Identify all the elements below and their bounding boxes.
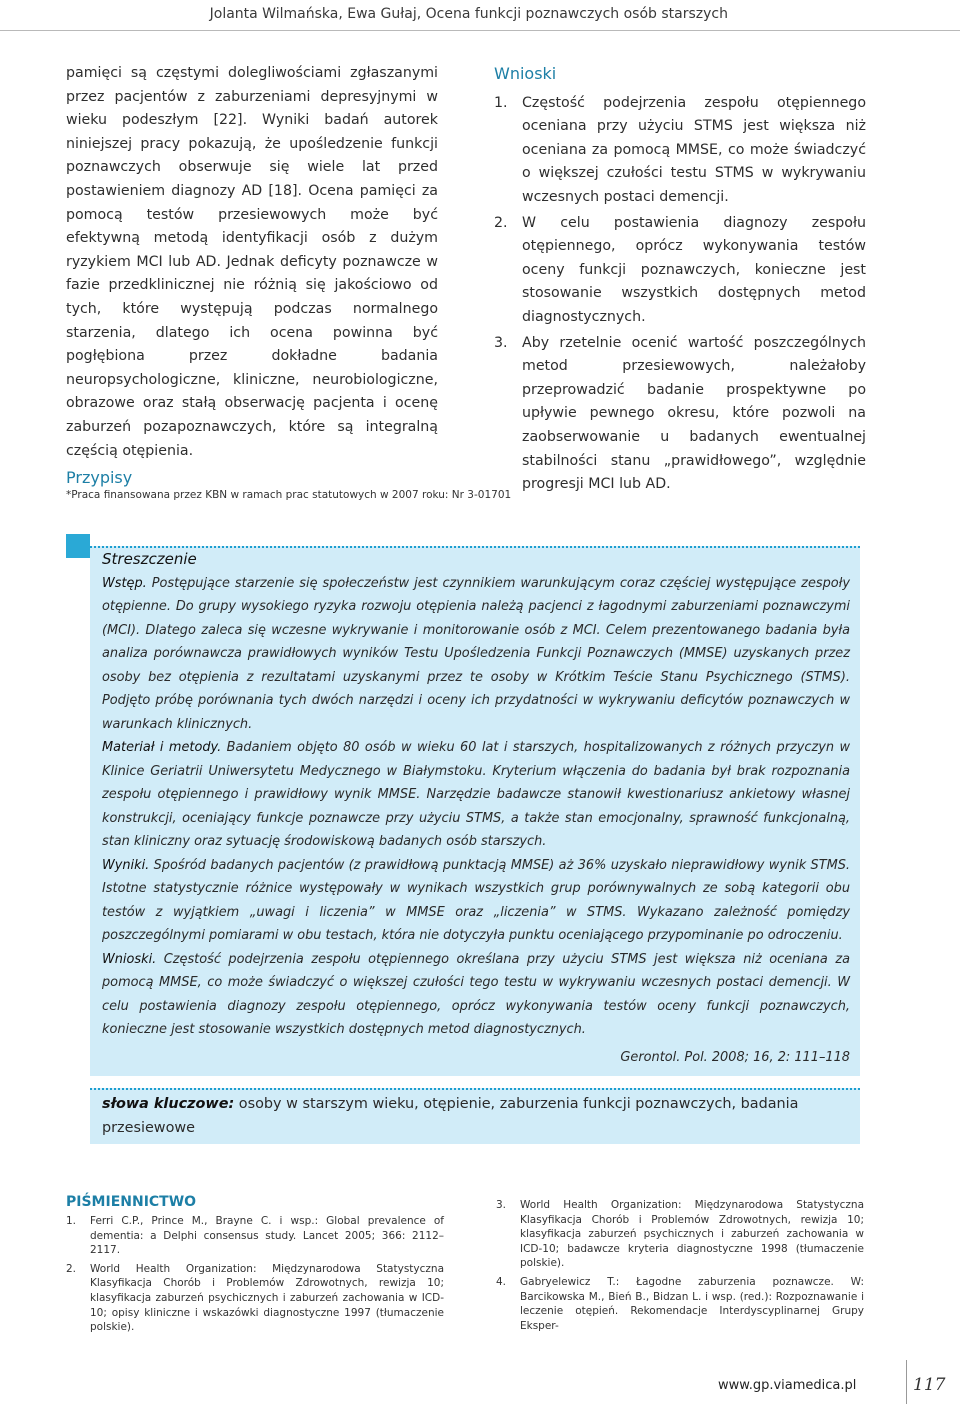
keywords-label: słowa kluczowe: <box>102 1096 235 1112</box>
reference-item <box>496 1198 864 1271</box>
section-label: Materiał i metody. <box>102 740 222 755</box>
ref-number: 1. <box>66 1215 77 1227</box>
section-label: Wstęp. <box>102 575 147 591</box>
reference-item <box>66 1214 444 1258</box>
left-column <box>66 62 438 463</box>
conclusion-item <box>494 92 866 210</box>
references-title: PIŚMIENNICTWO <box>66 1194 197 1210</box>
ref-number: 4. <box>496 1275 507 1288</box>
reference-item <box>496 1275 864 1333</box>
keywords-text <box>102 1092 842 1140</box>
abstract-heading: Streszczenie <box>102 550 197 568</box>
running-title: Jolanta Wilmańska, Ewa Gułaj, Ocena funkcji poznawczych osób starszych <box>209 6 728 22</box>
section-label: Wnioski. <box>102 951 157 967</box>
ref-text: World Health Organization: Międzynarodowa Statystyczna Klasyfikacja Chorób i Problemów Zdrowotnych, rewizja 10; klasyfikacja zaburzeń psychicznych i zaburzeń zachowania w ICD-10; badawcze kryteria diagnostyczne 1998 (tłumaczenie polskie). <box>520 1199 864 1270</box>
section-text: Spośród badanych pacjentów (z prawidłową punktacją MMSE) aż 36% uzyskało nieprawidłowy wynik STMS. Istotne statystycznie różnice występowały w wynikach wszystkich grup porównywalnych ze sobą kategorii obu testów z wyjątkiem „uwagi i liczenia” w MMSE oraz „liczenia” w STMS. Wykazano zależność pomiędzy poszczególnymi pomiarami w obu testach, która nie dotyczyła punktu oceniającego przypominanie po odroczeniu. <box>102 857 850 943</box>
reference-item <box>66 1262 444 1335</box>
item-text: W celu postawienia diagnozy zespołu otępiennego, oprócz wykonywania testów oceny funkcji poznawczych, konieczne jest stosowanie wszystkich dostępnych metod diagnostycznych. <box>522 214 866 325</box>
abstract-marker-square <box>66 534 90 558</box>
keywords-list: osoby w starszym wieku, otępienie, zaburzenia funkcji poznawczych, badania przesiewowe <box>102 1096 799 1136</box>
ref-number: 2. <box>66 1262 77 1275</box>
section-text: Częstość podejrzenia zespołu otępiennego określana przy użyciu STMS jest większa niż oceniana za pomocą MMSE, co może świadczyć o większej czułości tego testu w wykrywaniu wczesnych postaci demencji. W celu postawienia diagnozy zespołu otępiennego, oprócz wykonywania testów oceny funkcji poznawczych, konieczne jest stosowanie wszystkich dostępnych metod diagnostycznych. <box>102 951 850 1037</box>
section-text: Postępujące starzenie się społeczeństw jest czynnikiem warunkującym coraz częściej występujące zespoły otępienne. Do grupy wysokiego ryzyka rozwoju otępienia należą pacjenci z łagodnymi zaburzeniami poznawczymi (MCI). Dlatego zaleca się wczesne wykrywanie i monitorowanie osób z MCI. Celem prezentowanego badania była analiza porównawcza prawidłowych wyników Testu Upośledzenia Funkcji Poznawczych (MMSE) uzyskanych przez osoby bez otępienia z rezultatami uzyskanymi przez te osoby w Krótkim Teście Stanu Psychicznego (STMS). Podjęto próbę porównania tych dwóch narzędzi i oceny ich przydatności w wykrywaniu deficytów poznawczych w warunkach klinicznych. <box>102 575 850 732</box>
item-text: Częstość podejrzenia zespołu otępiennego oceniana przy użyciu STMS jest większa niż oceniana za pomocą MMSE, co może świadczyć o większej czułości testu STMS w wykrywaniu wczesnych postaci demencji. <box>522 94 866 205</box>
item-text: Aby rzetelnie ocenić wartość poszczególnych metod przesiewowych, należałoby przeprowadzić badanie prospektywne po upływie pewnego okresu, które pozwoli na zaobserwowanie u badanych ewentualnej stabilności stanu „prawidłowego”, względnie progresji MCI lub AD. <box>522 334 866 493</box>
body-paragraph: pamięci są częstymi dolegliwościami zgłaszanymi przez pacjentów z zaburzeniami depresyjnymi w wieku podeszłym [22]. Wyniki badań autorek niniejszej pracy pokazują, że upośledzenie funkcji poznawczych obserwuje się wiele lat przed postawieniem diagnozy AD [18]. Ocena pamięci za pomocą testów przesiewowych może być efektywną metodą identyfikacji osób z dużym ryzykiem MCI lub AD. Jednak deficyty poznawcze w fazie przedklinicznej nie różnią się jakościowo od tych, które występują podczas normalnego starzenia, dlatego ich ocena powinna być pogłębiona przez dokładne badania neuropsychologiczne, kliniczne, neurobiologiczne, obrazowe oraz stałą obserwację pacjenta i ocenę zaburzeń pozapoznawczych, które są integralną częścią otępienia. <box>66 65 438 459</box>
ref-text: World Health Organization: Międzynarodowa Statystyczna Klasyfikacja Chorób i Problemów Zdrowotnych, rewizja 10; klasyfikacja zaburzeń psychicznych i zaburzeń zachowania w ICD-10; opisy kliniczne i wskazówki diagnostyczne 1997 (tłumaczenie polskie). <box>90 1262 444 1334</box>
ref-text: Ferri C.P., Prince M., Brayne C. i wsp.: Global prevalence of dementia: a Delphi consensus study. Lancet 2005; 366: 2112–2117. <box>90 1215 444 1257</box>
page-number: 117 <box>913 1375 946 1395</box>
references-left <box>66 1194 444 1339</box>
abstract-box <box>90 546 860 1076</box>
footnotes-section <box>66 468 512 501</box>
running-header <box>0 0 960 31</box>
abstract-content <box>102 548 850 1069</box>
ref-text: Gabryelewicz T.: Łagodne zaburzenia poznawcze. W: Barcikowska M., Bień B., Bidzan L. i wsp. (red.): Rozpoznawanie i leczenie otępień. Rekomendacje Interdyscyplinarnej Grupy Eksper- <box>520 1275 864 1332</box>
section-text: Badaniem objęto 80 osób w wieku 60 lat i starszych, hospitalizowanych z różnych przyczyn w Klinice Geriatrii Uniwersytetu Medycznego w Białymstoku. Kryterium włączenia do badania był brak rozpoznania zespołu otępiennego i prawidłowy wynik MMSE. Narzędzie badawcze stanowił kwestionariusz ankietowy własnej konstrukcji, oceniający funkcje poznawcze przy użyciu STMS, a także stan emocjonalny, sprawność funkcjonalną, stan kliniczny oraz sytuację środowiskową badanych osób starszych. <box>102 740 850 849</box>
conclusion-item <box>494 332 866 497</box>
references-right <box>496 1198 864 1337</box>
abstract-citation: Gerontol. Pol. 2008; 16, 2: 111–118 <box>620 1049 850 1065</box>
references-list <box>66 1214 444 1335</box>
conclusions-title: Wnioski <box>494 64 557 83</box>
ref-number: 3. <box>496 1199 507 1211</box>
footnote-text: *Praca finansowana przez KBN w ramach prac statutowych w 2007 roku: Nr 3-01701 <box>66 489 512 501</box>
item-number: 1. <box>494 94 508 111</box>
conclusions-list <box>494 92 866 497</box>
page-number-divider <box>906 1360 907 1404</box>
abstract-section-results <box>102 854 850 948</box>
keywords-box <box>90 1088 860 1144</box>
abstract-section-conclusions <box>102 948 850 1042</box>
abstract-section-methods <box>102 736 850 854</box>
item-number: 2. <box>494 214 508 231</box>
footnotes-title: Przypisy <box>66 468 133 487</box>
references-list <box>496 1198 864 1333</box>
section-label: Wyniki. <box>102 857 150 873</box>
conclusion-item <box>494 212 866 330</box>
item-number: 3. <box>494 334 508 351</box>
journal-url[interactable]: www.gp.viamedica.pl <box>718 1378 857 1393</box>
abstract-section-intro <box>102 572 850 737</box>
conclusions-section <box>494 62 866 499</box>
